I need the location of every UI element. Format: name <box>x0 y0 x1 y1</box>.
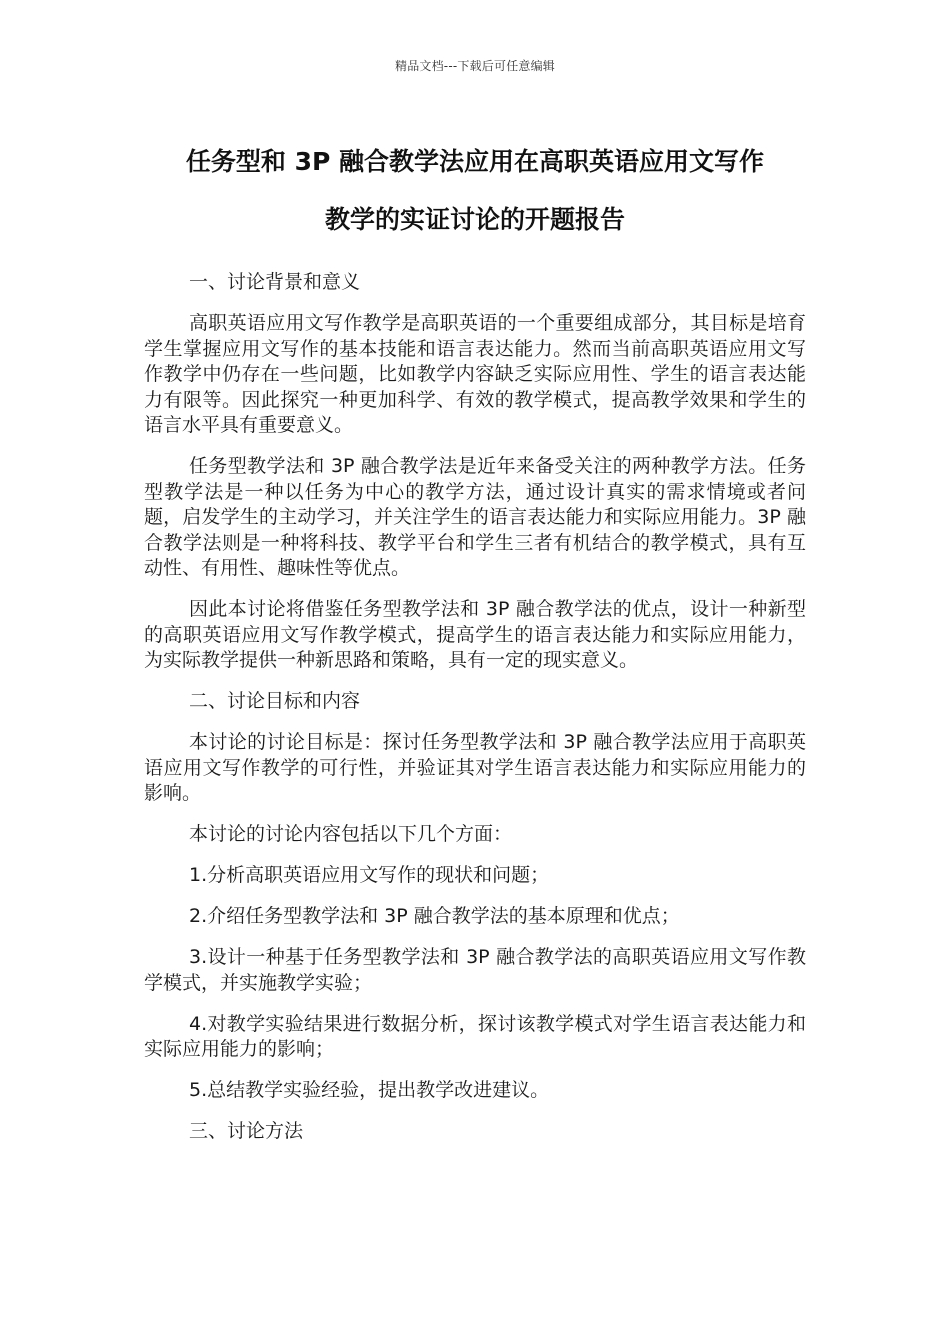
list-item: 3.设计一种基于任务型教学法和 3P 融合教学法的高职英语应用文写作教学模式，并实施教学实验； <box>144 946 806 994</box>
list-item: 4.对教学实验结果进行数据分析，探讨该教学模式对学生语言表达能力和实际应用能力的影响； <box>144 1012 806 1060</box>
list-item: 5.总结教学实验经验，提出教学改进建议。 <box>189 1079 550 1101</box>
document-title <box>95 133 855 249</box>
title-line-1: 任务型和 3P 融合教学法应用在高职英语应用文写作 <box>185 147 765 176</box>
document-body <box>144 270 806 1160</box>
list-item: 1.分析高职英语应用文写作的现状和问题； <box>189 864 550 886</box>
title-line-2: 教学的实证讨论的开题报告 <box>324 205 625 234</box>
paragraph-goals-2: 本讨论的讨论内容包括以下几个方面： <box>189 823 513 845</box>
section-heading-methods: 三、讨论方法 <box>189 1120 304 1142</box>
header-note: 精品文档---下载后可任意编辑 <box>395 59 555 73</box>
section-heading-background: 一、讨论背景和意义 <box>189 271 361 293</box>
section-heading-goals: 二、讨论目标和内容 <box>189 690 361 712</box>
paragraph-background-2: 任务型教学法和 3P 融合教学法是近年来备受关注的两种教学方法。任务型教学法是一种以任务为中心的教学方法，通过设计真实的需求情境或者问题，启发学生的主动学习，并关注学生的语言表达能力和实际应用能力。3P 融合教学法则是一种将科技、教学平台和学生三者有机结合的教学模式，具有互动性、有用性、趣味性等优点。 <box>144 455 806 579</box>
paragraph-goals-1: 本讨论的讨论目标是：探讨任务型教学法和 3P 融合教学法应用于高职英语应用文写作教学的可行性，并验证其对学生语言表达能力和实际应用能力的影响。 <box>144 731 806 804</box>
paragraph-background-3: 因此本讨论将借鉴任务型教学法和 3P 融合教学法的优点，设计一种新型的高职英语应用文写作教学模式，提高学生的语言表达能力和实际应用能力，为实际教学提供一种新思路和策略，具有一定的现实意义。 <box>144 598 806 671</box>
paragraph-background-1: 高职英语应用文写作教学是高职英语的一个重要组成部分，其目标是培育学生掌握应用文写作的基本技能和语言表达能力。然而当前高职英语应用文写作教学中仍存在一些问题，比如教学内容缺乏实际应用性、学生的语言表达能力有限等。因此探究一种更加科学、有效的教学模式，提高教学效果和学生的语言水平具有重要意义。 <box>144 312 806 436</box>
list-item: 2.介绍任务型教学法和 3P 融合教学法的基本原理和优点； <box>189 905 680 927</box>
